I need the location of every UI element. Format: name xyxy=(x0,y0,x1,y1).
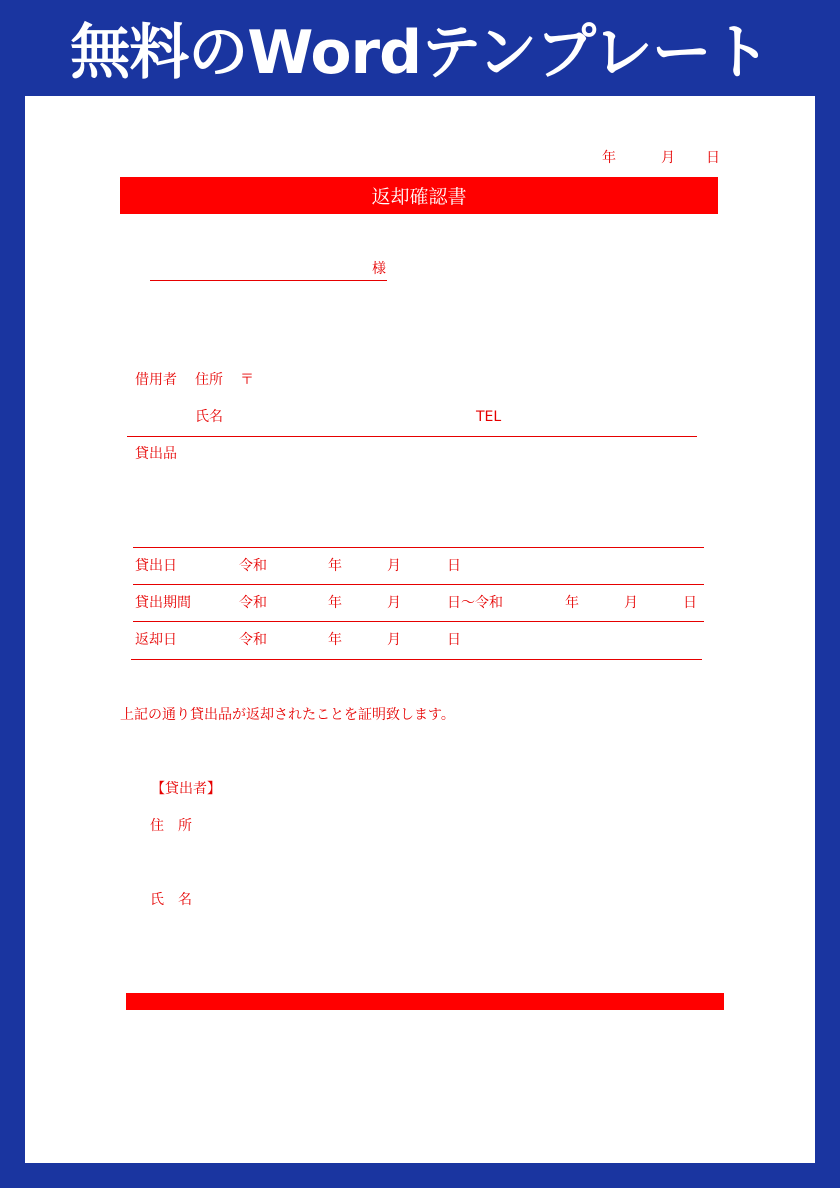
document-sheet xyxy=(25,96,815,1163)
loan-period-year2: 年 xyxy=(565,595,579,611)
table-line-bottom xyxy=(131,659,702,660)
footer-bar xyxy=(126,993,724,1010)
statement-text: 上記の通り貸出品が返却されたことを証明致します。 xyxy=(120,707,455,723)
banner-title: 無料のWordテンプレート xyxy=(70,18,770,88)
loan-date-month: 月 xyxy=(387,558,401,574)
table-line-top xyxy=(133,547,704,548)
loan-period-day-to: 日～令和 xyxy=(447,595,503,611)
borrower-line xyxy=(127,436,697,437)
item-label: 貸出品 xyxy=(135,446,177,462)
return-date-year: 年 xyxy=(328,632,342,648)
return-date-era: 令和 xyxy=(239,632,267,648)
page-banner xyxy=(0,0,840,96)
borrower-name-label: 氏名 xyxy=(195,409,223,425)
loan-period-era: 令和 xyxy=(239,595,267,611)
lender-address-label: 住 所 xyxy=(150,818,192,834)
table-line-1 xyxy=(133,584,704,585)
borrower-label: 借用者 xyxy=(135,372,177,388)
loan-date-label: 貸出日 xyxy=(135,558,177,574)
addressee-suffix: 様 xyxy=(372,261,386,277)
return-date-label: 返却日 xyxy=(135,632,177,648)
addressee-line xyxy=(150,280,387,281)
postal-mark: 〒 xyxy=(240,372,254,388)
return-date-day: 日 xyxy=(447,632,461,648)
table-line-2 xyxy=(133,621,704,622)
title-bar xyxy=(120,177,718,214)
date-month-label: 月 xyxy=(661,150,675,166)
loan-date-era: 令和 xyxy=(239,558,267,574)
loan-date-day: 日 xyxy=(447,558,461,574)
loan-period-label: 貸出期間 xyxy=(135,595,191,611)
date-day-label: 日 xyxy=(706,150,720,166)
date-year-label: 年 xyxy=(602,150,616,166)
borrower-address-label: 住所 xyxy=(195,372,223,388)
loan-date-year: 年 xyxy=(328,558,342,574)
lender-heading: 【貸出者】 xyxy=(151,781,221,797)
lender-name-label: 氏 名 xyxy=(150,892,192,908)
document-title: 返却確認書 xyxy=(371,186,467,208)
loan-period-month2: 月 xyxy=(624,595,638,611)
borrower-tel-label: TEL xyxy=(476,409,502,425)
loan-period-day2: 日 xyxy=(683,595,697,611)
loan-period-month: 月 xyxy=(387,595,401,611)
loan-period-year: 年 xyxy=(328,595,342,611)
return-date-month: 月 xyxy=(387,632,401,648)
